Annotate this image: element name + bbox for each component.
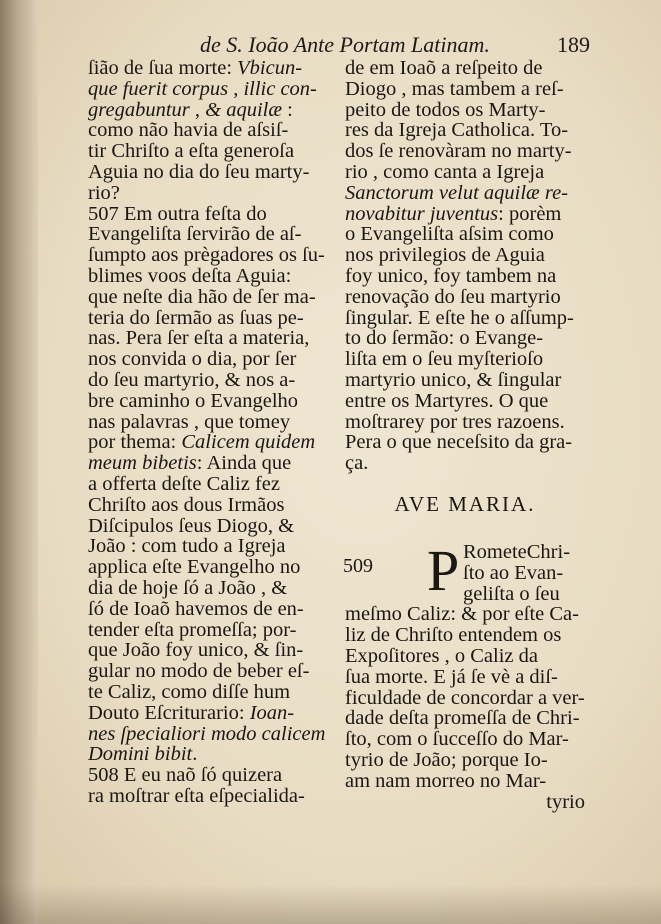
text-line — [88, 79, 328, 100]
text-run: dia de hoje ſó a João , & — [88, 576, 288, 599]
text-run: tyrio de João; porque Io- — [345, 748, 548, 771]
drop-cap-line: RometeChri- — [463, 540, 571, 563]
text-run: nos privilegios de Aguia — [345, 244, 545, 267]
text-run: : Ainda que — [196, 452, 292, 475]
text-run: res da Igreja Catholica. To- — [345, 119, 569, 142]
text-line — [88, 682, 328, 703]
text-line — [345, 750, 585, 771]
text-line — [345, 729, 585, 750]
text-run: a offerta deſte Caliz fez — [88, 472, 280, 495]
text-run: gregabuntur — [88, 98, 190, 121]
text-run: ſto, com o ſucceſſo do Mar- — [345, 728, 569, 751]
section-heading: AVE MARIA. — [394, 491, 536, 516]
text-line — [345, 771, 585, 792]
text-line — [88, 287, 328, 308]
text-line — [345, 120, 585, 141]
text-run: ſua morte. E já ſe vè a diſ- — [345, 665, 558, 688]
text-line — [345, 412, 585, 433]
text-line — [345, 646, 585, 667]
text-run: que João foy unico, & ſin- — [88, 639, 304, 662]
text-run: ra moſtrar eſta eſpecialida- — [88, 784, 305, 807]
text-run: martyrio unico, & ſingular — [345, 368, 562, 391]
text-line — [88, 640, 328, 661]
text-line — [88, 308, 328, 329]
text-line — [88, 453, 328, 474]
text-line — [345, 266, 585, 287]
text-run: 507 Em outra feſta do — [88, 202, 267, 225]
text-run: . — [192, 743, 198, 766]
text-line — [88, 204, 328, 225]
text-run: blimes voos deſta Aguia: — [88, 264, 292, 287]
text-run: nos convida o dia, por ſer — [88, 348, 297, 371]
text-run: Ioan- — [249, 701, 295, 724]
text-run: nes ſpecialiori modo calicem — [88, 722, 326, 745]
catchword: tyrio — [546, 790, 585, 813]
text-line — [345, 625, 585, 646]
text-line — [345, 349, 585, 370]
text-run: novabitur juventus — [345, 202, 499, 225]
text-line — [88, 58, 328, 79]
text-run: peito de todos os Marty- — [345, 98, 546, 121]
text-run: João : com tudo a Igreja — [88, 535, 286, 558]
text-line — [88, 349, 328, 370]
text-line — [88, 162, 328, 183]
text-run: applica eſte Evangelho no — [88, 556, 301, 579]
text-run: Evangeliſta ſervirão de aſ- — [88, 223, 302, 246]
text-run: liz de Chriſto entendem os — [345, 624, 562, 647]
text-run: o Evangeliſta aſsim como — [345, 223, 554, 246]
text-run: rio , como canta a Igreja — [345, 160, 545, 183]
text-run: ſião de ſua morte: — [88, 57, 238, 79]
text-run: meum bibetis — [88, 452, 197, 475]
text-line — [345, 183, 585, 204]
paragraph-number: 509 — [343, 554, 373, 577]
text-line — [345, 245, 585, 266]
text-run: entre os Martyres. O que — [345, 389, 549, 412]
text-run: dade deſta promeſſa de Chri- — [345, 707, 580, 730]
text-run: nas. Pera ſer eſta a materia, — [88, 327, 310, 350]
text-line — [345, 58, 585, 79]
text-line — [88, 328, 328, 349]
text-run: ſingular. E eſte he o aſſump- — [345, 306, 574, 329]
right-column-top-text — [345, 58, 585, 474]
text-run: Pera o que neceſsito da gra- — [345, 431, 573, 454]
text-line — [88, 599, 328, 620]
text-run: ça. — [345, 452, 369, 475]
text-line — [88, 412, 328, 433]
text-line — [345, 287, 585, 308]
text-line — [88, 516, 328, 537]
text-line — [88, 245, 328, 266]
text-run: tir Chriſto a eſta generoſa — [88, 140, 295, 163]
drop-cap: P — [427, 537, 460, 603]
left-column — [88, 58, 328, 807]
text-line — [88, 391, 328, 412]
text-line — [345, 308, 585, 329]
text-run: que neſte dia hão de ſer ma- — [88, 285, 316, 308]
text-line — [88, 578, 328, 599]
page-shadow — [0, 884, 661, 924]
text-run: : — [282, 98, 293, 121]
text-run: liſta em o ſeu myſterioſo — [345, 348, 544, 371]
text-line — [88, 786, 328, 807]
text-line — [88, 432, 328, 453]
text-line — [345, 79, 585, 100]
text-line — [345, 667, 585, 688]
text-line — [345, 100, 585, 121]
text-line — [345, 162, 585, 183]
text-line — [88, 370, 328, 391]
text-run: to do ſermão: o Evange- — [345, 327, 544, 350]
text-run: Sanctorum velut aquilæ re- — [345, 181, 568, 204]
text-line — [88, 620, 328, 641]
text-run: tender eſta promeſſa; por- — [88, 618, 297, 641]
text-line — [88, 765, 328, 786]
text-run: : porèm — [498, 202, 562, 225]
text-line — [345, 328, 585, 349]
text-run: ſumpto aos prègadores os ſu- — [88, 244, 325, 267]
text-line — [88, 183, 328, 204]
text-run: Chriſto aos dous Irmãos — [88, 493, 285, 516]
drop-cap-line: geliſta o ſeu — [463, 582, 560, 605]
text-run: renovação do ſeu martyrio — [345, 285, 561, 308]
text-run: te Caliz, como diſſe hum — [88, 680, 291, 703]
text-line — [88, 724, 328, 745]
text-line — [88, 474, 328, 495]
text-run: moſtrarey por tres razoens. — [345, 410, 565, 433]
text-line — [345, 141, 585, 162]
running-head: de S. Ioão Ante Portam Latinam. — [200, 32, 490, 57]
text-run: 508 E eu naõ ſó quizera — [88, 764, 283, 787]
text-run: Expoſitores , o Caliz da — [345, 644, 538, 667]
text-run: como não havia de aſsiſ- — [88, 119, 289, 142]
text-run: dos ſe renovàram no marty- — [345, 140, 572, 163]
text-run: , — [189, 98, 206, 121]
text-run: Vbicun- — [237, 57, 303, 79]
text-run: ficuldade de concordar a ver- — [345, 686, 585, 709]
text-line — [88, 266, 328, 287]
text-line — [88, 744, 328, 765]
text-run: Diſcipulos ſeus Diogo, & — [88, 514, 295, 537]
page-gutter — [0, 0, 38, 924]
right-column-bottom-text — [345, 604, 585, 791]
text-run: por thema: — [88, 431, 182, 454]
drop-cap-lines — [345, 537, 585, 605]
text-run: Domini bibit — [88, 743, 193, 766]
text-line — [88, 557, 328, 578]
text-line — [88, 703, 328, 724]
text-run: bre caminho o Evangelho — [88, 389, 299, 412]
text-line — [88, 100, 328, 121]
text-line — [345, 453, 585, 474]
text-run: & aquilæ — [205, 98, 283, 121]
text-line — [88, 141, 328, 162]
text-line — [88, 120, 328, 141]
text-run: Douto Eſcriturario: — [88, 701, 250, 724]
text-line — [345, 432, 585, 453]
text-run: foy unico, foy tambem na — [345, 264, 557, 287]
paragraph-509 — [343, 537, 585, 605]
text-line — [345, 224, 585, 245]
text-run: am nam morreo no Mar- — [345, 769, 547, 792]
text-run: nas palavras , que tomey — [88, 410, 291, 433]
text-run: do ſeu martyrio, & nos a- — [88, 368, 296, 391]
text-run: Aguia no dia do ſeu marty- — [88, 160, 310, 183]
text-line — [88, 536, 328, 557]
right-column — [345, 58, 585, 812]
text-run: meſmo Caliz: & por eſte Ca- — [345, 603, 579, 626]
text-line — [88, 661, 328, 682]
text-run: gular no modo de beber eſ- — [88, 660, 310, 683]
text-line — [345, 391, 585, 412]
text-run: que fuerit corpus , illic con- — [88, 77, 317, 100]
text-line — [345, 604, 585, 625]
text-run: Diogo , mas tambem a reſ- — [345, 77, 564, 100]
text-run: rio? — [88, 181, 120, 204]
text-line — [88, 224, 328, 245]
text-run: teria do ſermão as ſuas pe- — [88, 306, 304, 329]
drop-cap-line: ſto ao Evan- — [463, 561, 564, 584]
text-line — [345, 370, 585, 391]
page-number: 189 — [557, 32, 590, 57]
text-run: Calicem quidem — [181, 431, 316, 454]
text-run: ſó de Ioaõ havemos de en- — [88, 597, 304, 620]
text-line — [345, 708, 585, 729]
text-line — [345, 688, 585, 709]
text-line — [345, 204, 585, 225]
text-run: de em Ioaõ a reſpeito de — [345, 57, 543, 79]
text-line — [88, 495, 328, 516]
